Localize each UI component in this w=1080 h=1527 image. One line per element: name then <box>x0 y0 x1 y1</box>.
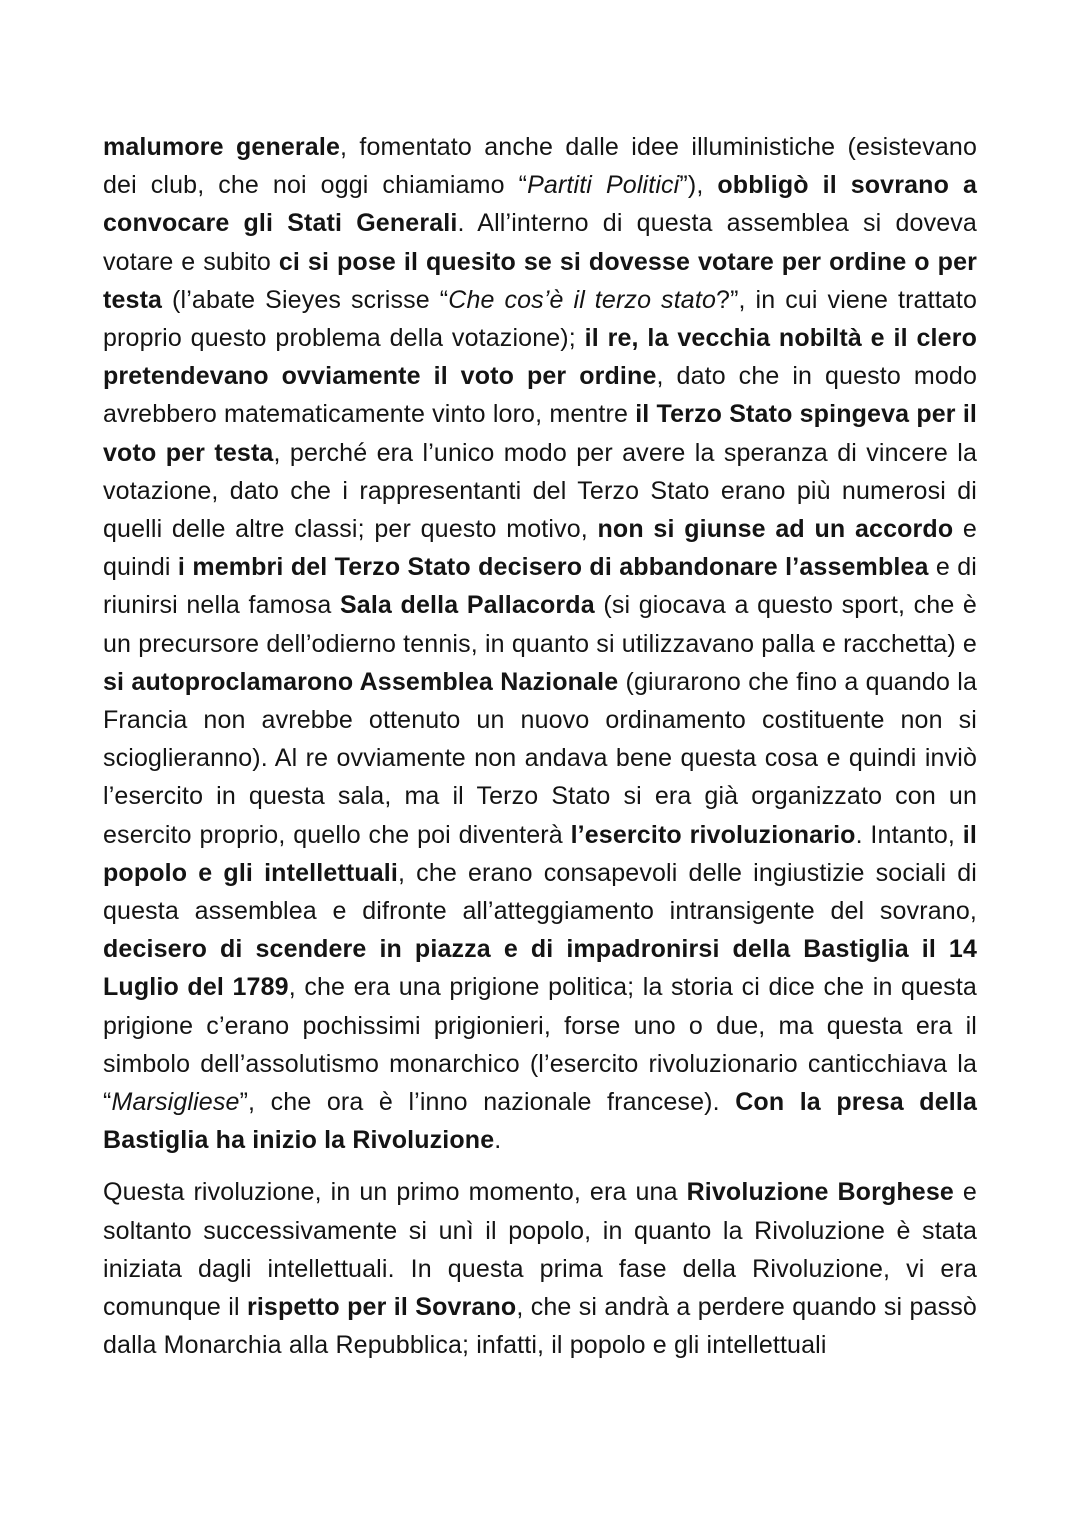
body-text: . Intanto, <box>855 820 963 849</box>
italic-text: Che cos’è il terzo stato <box>448 285 717 314</box>
bold-text: ci si pose il quesito se si dovesse votare per ordine o per testa <box>103 247 977 314</box>
bold-text: obbligò il sovrano a convocare gli Stati Generali <box>103 171 977 238</box>
bold-text: decisero di scendere in piazza e di impadronirsi della Bastiglia il 14 Luglio del 1789 <box>103 935 977 1002</box>
body-text: . <box>494 1126 502 1155</box>
body-text: e soltanto successivamente si unì il popolo, in quanto la Rivoluzione è stata iniziata dagli intellettuali. In questa prima fase della Rivoluzione, vi era comunque il <box>103 1178 977 1322</box>
body-text: . All’interno di questa assemblea si doveva votare e subito <box>103 209 977 276</box>
body-text: ”), <box>679 171 718 200</box>
body-text: , fomentato anche dalle idee illuministiche (esistevano dei club, che noi oggi chiamiamo “ <box>103 133 978 200</box>
bold-text: si autoproclamarono Assemblea Nazionale <box>103 667 619 696</box>
body-text: , dato che in questo modo avrebbero matematicamente vinto loro, mentre <box>103 362 977 429</box>
body-text: , che si andrà a perdere quando si passò dalla Monarchia alla Repubblica; infatti, il popolo e gli intellettuali <box>103 1293 977 1360</box>
body-text: ”, che ora è l’inno nazionale francese). <box>239 1088 736 1117</box>
bold-text: Sala della Pallacorda <box>339 591 595 620</box>
body-text: , che era una prigione politica; la storia ci dice che in questa prigione c’erano pochissimi prigionieri, forse uno o due, ma questa era il simbolo dell’assolutismo monarchico (l’esercito rivoluzionario canticchiava la “ <box>103 973 977 1117</box>
body-text: Questa rivoluzione, in un primo momento, era una <box>103 1178 687 1207</box>
bold-text: Con la presa della Bastiglia ha inizio la Rivoluzione <box>103 1088 977 1155</box>
body-text: , che erano consapevoli delle ingiustizie sociali di questa assemblea e difronte all’atteggiamento intransigente del sovrano, <box>103 858 978 926</box>
bold-text: rispetto per il Sovrano <box>246 1293 517 1322</box>
body-text: e quindi <box>103 515 977 582</box>
body-text: , perché era l’unico modo per avere la speranza di vincere la votazione, dato che i rappresentanti del Terzo Stato erano più numerosi di quelli delle altre classi; per questo motivo, <box>103 438 978 544</box>
bold-text: il re, la vecchia nobiltà e il clero pretendevano ovviamente il voto per ordine <box>103 324 977 391</box>
body-text: e di riunirsi nella famosa <box>103 553 977 620</box>
bold-text: Rivoluzione Borghese <box>686 1178 954 1207</box>
bold-text: il popolo e gli intellettuali <box>103 820 977 887</box>
bold-text: non si giunse ad un accordo <box>597 515 954 544</box>
italic-text: Partiti Politici <box>527 171 680 200</box>
italic-text: Marsigliese <box>111 1088 240 1117</box>
paragraph <box>103 128 977 1159</box>
paragraph <box>103 1173 977 1364</box>
bold-text: i membri del Terzo Stato decisero di abbandonare l’assemblea <box>177 553 929 582</box>
body-text: (si giocava a questo sport, che è un precursore dell’odierno tennis, in quanto si utilizzavano palla e racchetta) e <box>103 591 977 658</box>
body-text: ?”, in cui viene trattato proprio questo problema della votazione); <box>103 285 978 353</box>
body-text: (l’abate Sieyes scrisse “ <box>162 285 449 314</box>
body-text: (giurarono che fino a quando la Francia non avrebbe ottenuto un nuovo ordinamento costituente non si scioglieranno). Al re ovviamente non andava bene questa cosa e quindi inviò l’esercito in questa sala, ma il Terzo Stato si era già organizzato con un esercito proprio, quello che poi diventerà <box>103 667 977 849</box>
document-page <box>103 128 977 1365</box>
bold-text: malumore generale <box>103 133 341 161</box>
bold-text: il Terzo Stato spingeva per il voto per testa <box>103 400 978 467</box>
bold-text: l’esercito rivoluzionario <box>570 820 856 849</box>
